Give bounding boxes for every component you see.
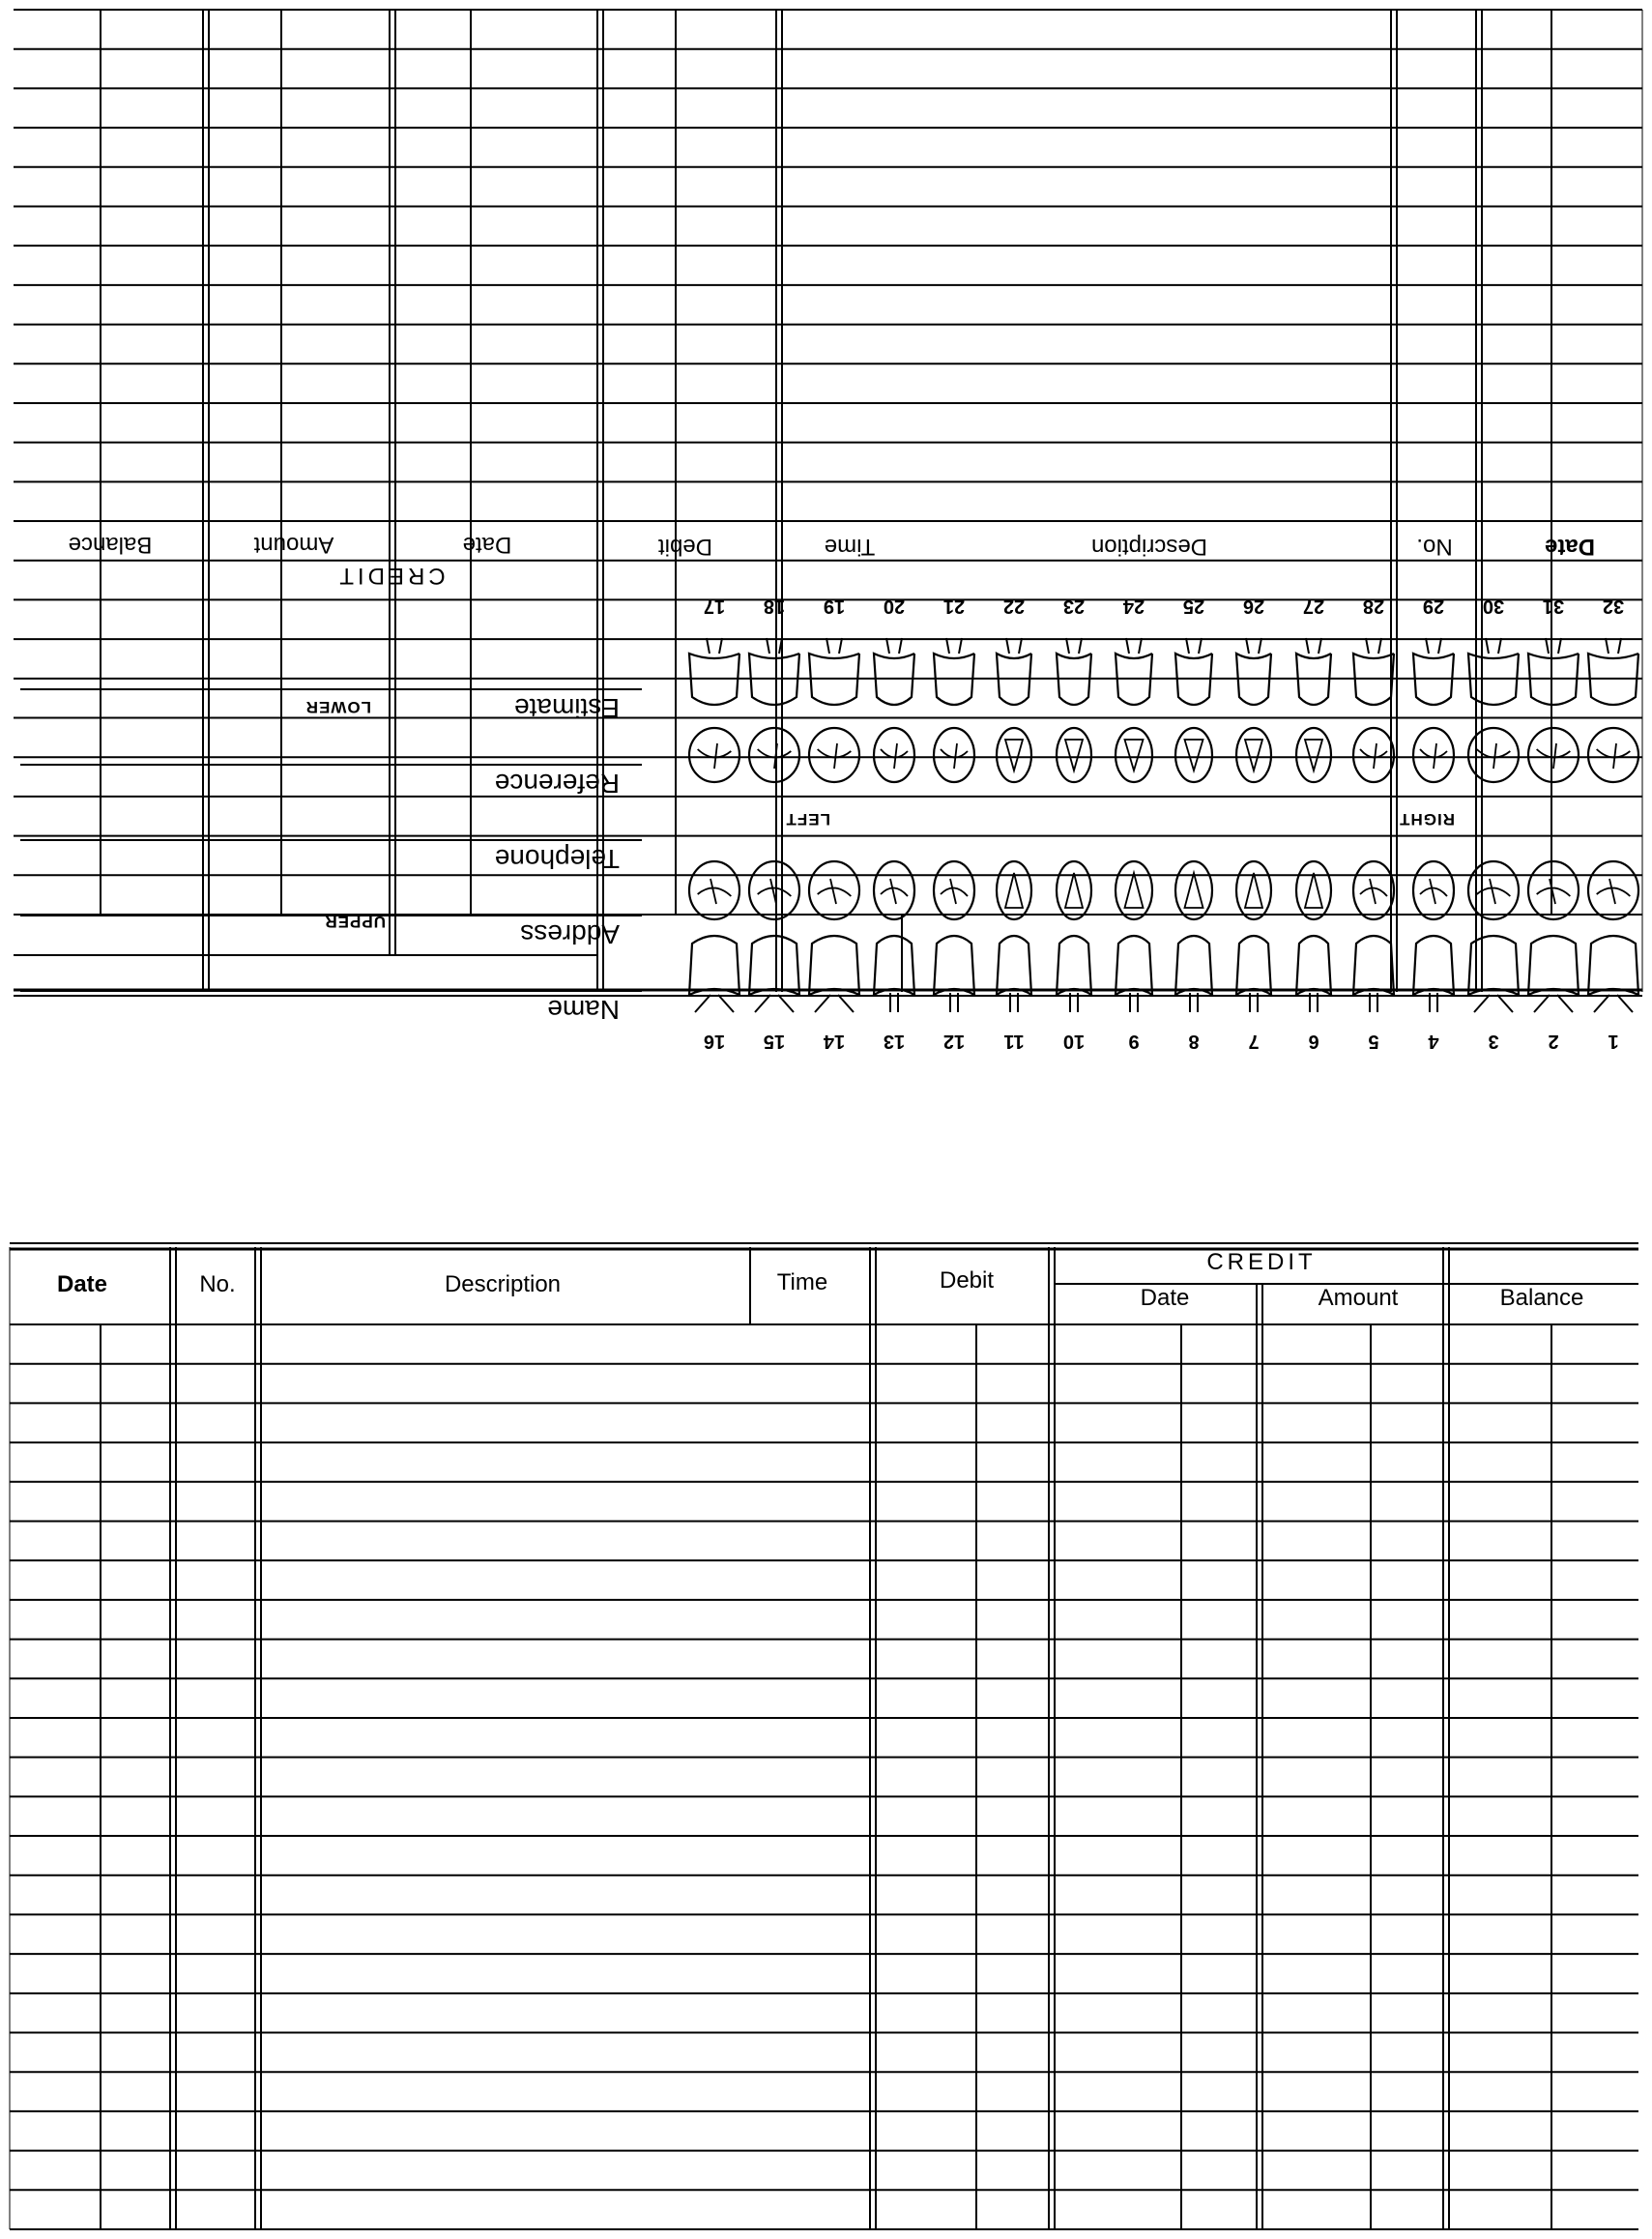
upper-tooth-crown[interactable] [749,936,799,995]
telephone-label: Telephone [494,844,620,874]
lower-tooth-occlusal[interactable] [1588,728,1638,782]
tooth-root [1306,638,1321,654]
tooth-number: 9 [1128,1031,1140,1052]
incisal-edge [1185,873,1203,908]
tooth-number: 23 [1062,596,1086,617]
occlusal-groove [1537,743,1571,769]
lower-tooth-occlusal[interactable] [997,728,1031,782]
lower-tooth-occlusal[interactable] [1413,728,1454,782]
upper-tooth-occlusal[interactable] [809,861,859,919]
upper-tooth-crown[interactable] [809,936,859,995]
lower-tooth-occlusal[interactable] [1116,728,1152,782]
upper-arch-label: UPPER [324,913,386,931]
tooth-root [1594,995,1633,1012]
upper-tooth-crown[interactable] [1057,936,1091,995]
upper-tooth-crown[interactable] [1588,936,1638,995]
lower-tooth-occlusal[interactable] [1353,728,1394,782]
lower-tooth-numbers [704,596,1624,617]
tooth-number: 4 [1428,1031,1439,1052]
lower-tooth-occlusal[interactable] [1296,728,1331,782]
upper-tooth-occlusal[interactable] [749,861,799,919]
tooth-number: 24 [1122,596,1145,617]
tooth-number: 27 [1302,596,1325,617]
top-ledger-description-header: Description [1090,534,1208,560]
tooth-number: 1 [1608,1031,1619,1052]
tooth-number: 19 [823,596,846,617]
tooth-number: 21 [942,596,966,617]
ledger-credit-date-header: Date [1140,1285,1190,1311]
occlusal-groove [758,879,792,904]
upper-tooth-occlusal[interactable] [1413,861,1454,919]
incisal-edge [1005,740,1023,771]
upper-tooth-occlusal[interactable] [997,861,1031,919]
tooth-number: 30 [1482,596,1505,617]
lower-tooth-occlusal[interactable] [1236,728,1271,782]
tooth-number: 3 [1488,1031,1499,1052]
tooth-root [1126,638,1142,654]
tooth-number: 20 [883,596,906,617]
upper-tooth-occlusal[interactable] [1588,861,1638,919]
occlusal-groove [941,743,968,769]
estimate-label: Estimate [514,693,620,723]
tooth-root [707,638,722,654]
incisal-edge [1185,740,1203,771]
top-ledger-no-header: No. [1416,534,1453,560]
tooth-number: 2 [1548,1031,1559,1052]
lower-tooth-occlusal[interactable] [934,728,974,782]
upper-tooth-crown[interactable] [1528,936,1579,995]
occlusal-groove [1537,879,1571,904]
tooth-root [946,638,962,654]
ledger-no-header: No. [199,1271,236,1297]
top-ledger-time-header: Time [824,534,876,560]
incisal-edge [1065,873,1083,908]
lower-tooth-occlusal[interactable] [749,728,799,782]
upper-teeth-crowns [689,936,1638,1012]
rotated-top-half [14,10,1642,1052]
tooth-root [1474,995,1513,1012]
upper-tooth-occlusal[interactable] [1236,861,1271,919]
occlusal-groove [881,743,908,769]
tooth-root [1426,638,1441,654]
occlusal-groove [698,743,732,769]
top-ledger-balance-header: Balance [68,532,153,558]
occlusal-groove [818,743,852,769]
upper-tooth-crown[interactable] [874,936,914,995]
patient-info-fields [20,689,642,1025]
tooth-number: 28 [1362,596,1385,617]
ledger-time-header: Time [776,1269,828,1295]
ledger-description-header: Description [444,1271,562,1297]
tooth-number: 31 [1542,596,1565,617]
ledger-date-header: Date [56,1271,108,1297]
tooth-root [826,638,842,654]
tooth-number: 17 [703,596,726,617]
upper-tooth-occlusal[interactable] [934,861,974,919]
upper-tooth-occlusal[interactable] [1057,861,1091,919]
incisal-edge [1125,873,1144,908]
upper-tooth-crown[interactable] [1175,936,1212,995]
tooth-number: 18 [763,596,786,617]
name-label: Name [547,995,620,1025]
occlusal-groove [941,879,968,904]
incisal-edge [1245,873,1262,908]
tooth-number: 10 [1062,1031,1086,1052]
tooth-root [1186,638,1202,654]
upper-tooth-crown[interactable] [1116,936,1152,995]
upper-tooth-crown[interactable] [1236,936,1271,995]
upper-tooth-occlusal[interactable] [1296,861,1331,919]
tooth-root [1606,638,1621,654]
top-ledger [14,10,1642,996]
upper-tooth-crown[interactable] [1413,936,1454,995]
tooth-root [1534,995,1573,1012]
incisal-edge [1305,740,1322,771]
tooth-number: 16 [703,1031,726,1052]
tooth-number: 25 [1182,596,1205,617]
tooth-number: 26 [1242,596,1265,617]
tooth-root [886,638,902,654]
tooth-root [767,638,782,654]
tooth-number: 7 [1248,1031,1260,1052]
tooth-root [1366,638,1381,654]
occlusal-groove [818,879,852,904]
incisal-edge [1065,740,1083,771]
incisal-edge [1125,740,1144,771]
upper-tooth-crown[interactable] [934,936,974,995]
upper-tooth-occlusal[interactable] [1353,861,1394,919]
tooth-number: 22 [1002,596,1026,617]
reference-label: Reference [494,769,620,799]
tooth-number: 15 [763,1031,786,1052]
lower-tooth-occlusal[interactable] [1175,728,1212,782]
tooth-number: 5 [1368,1031,1379,1052]
lower-arch-label: LOWER [304,698,371,716]
occlusal-groove [698,879,732,904]
upper-tooth-occlusal[interactable] [689,861,739,919]
tooth-number: 8 [1188,1031,1200,1052]
incisal-edge [1245,740,1262,771]
tooth-number: 14 [823,1031,846,1052]
tooth-number: 13 [883,1031,906,1052]
upper-teeth-occlusal [689,861,1638,919]
right-side-label: RIGHT [1399,810,1455,829]
address-label: Address [520,919,620,949]
left-side-label: LEFT [785,810,830,829]
lower-tooth-occlusal[interactable] [809,728,859,782]
occlusal-groove [1597,879,1631,904]
occlusal-groove [1597,743,1631,769]
upper-tooth-crown[interactable] [1296,936,1331,995]
upper-tooth-occlusal[interactable] [1528,861,1579,919]
incisal-edge [1305,873,1322,908]
tooth-root [1246,638,1261,654]
top-ledger-date-header: Date [1544,534,1596,560]
occlusal-groove [758,743,792,769]
tooth-root [1486,638,1501,654]
tooth-root [695,995,734,1012]
tooth-number: 12 [942,1031,966,1052]
tooth-number: 11 [1003,1031,1025,1052]
occlusal-groove [1360,743,1387,769]
ledger-credit-amount-header: Amount [1318,1285,1399,1311]
top-ledger-debit-header: Debit [657,534,713,560]
lower-teeth-occlusal [689,728,1638,782]
ledger-debit-header: Debit [939,1267,995,1294]
occlusal-groove [1420,879,1447,904]
lower-tooth-occlusal[interactable] [874,728,914,782]
tooth-root [1006,638,1022,654]
top-ledger-credit-header: CREDIT [335,563,446,589]
upper-tooth-occlusal[interactable] [874,861,914,919]
tooth-number: 32 [1602,596,1625,617]
bottom-ledger [10,1243,1638,2229]
lower-tooth-occlusal[interactable] [689,728,739,782]
upper-tooth-crown[interactable] [1353,936,1394,995]
upper-tooth-crown[interactable] [689,936,739,995]
tooth-root [755,995,794,1012]
lower-teeth-crowns [689,638,1638,705]
tooth-number: 29 [1422,596,1445,617]
ledger-balance-header: Balance [1499,1285,1584,1311]
lower-tooth-occlusal[interactable] [1528,728,1579,782]
tooth-number: 6 [1308,1031,1319,1052]
occlusal-groove [1360,879,1387,904]
top-ledger-credit-amount-header: Amount [253,532,334,558]
tooth-chart [305,596,1638,1052]
incisal-edge [1005,873,1023,908]
ledger-credit-header: CREDIT [1206,1249,1317,1275]
upper-tooth-numbers [704,1031,1619,1052]
occlusal-groove [1420,743,1447,769]
tooth-root [1066,638,1082,654]
tooth-root [815,995,854,1012]
occlusal-groove [881,879,908,904]
tooth-root [1546,638,1561,654]
upper-tooth-crown[interactable] [997,936,1031,995]
lower-tooth-occlusal[interactable] [1057,728,1091,782]
top-ledger-credit-date-header: Date [462,532,512,558]
